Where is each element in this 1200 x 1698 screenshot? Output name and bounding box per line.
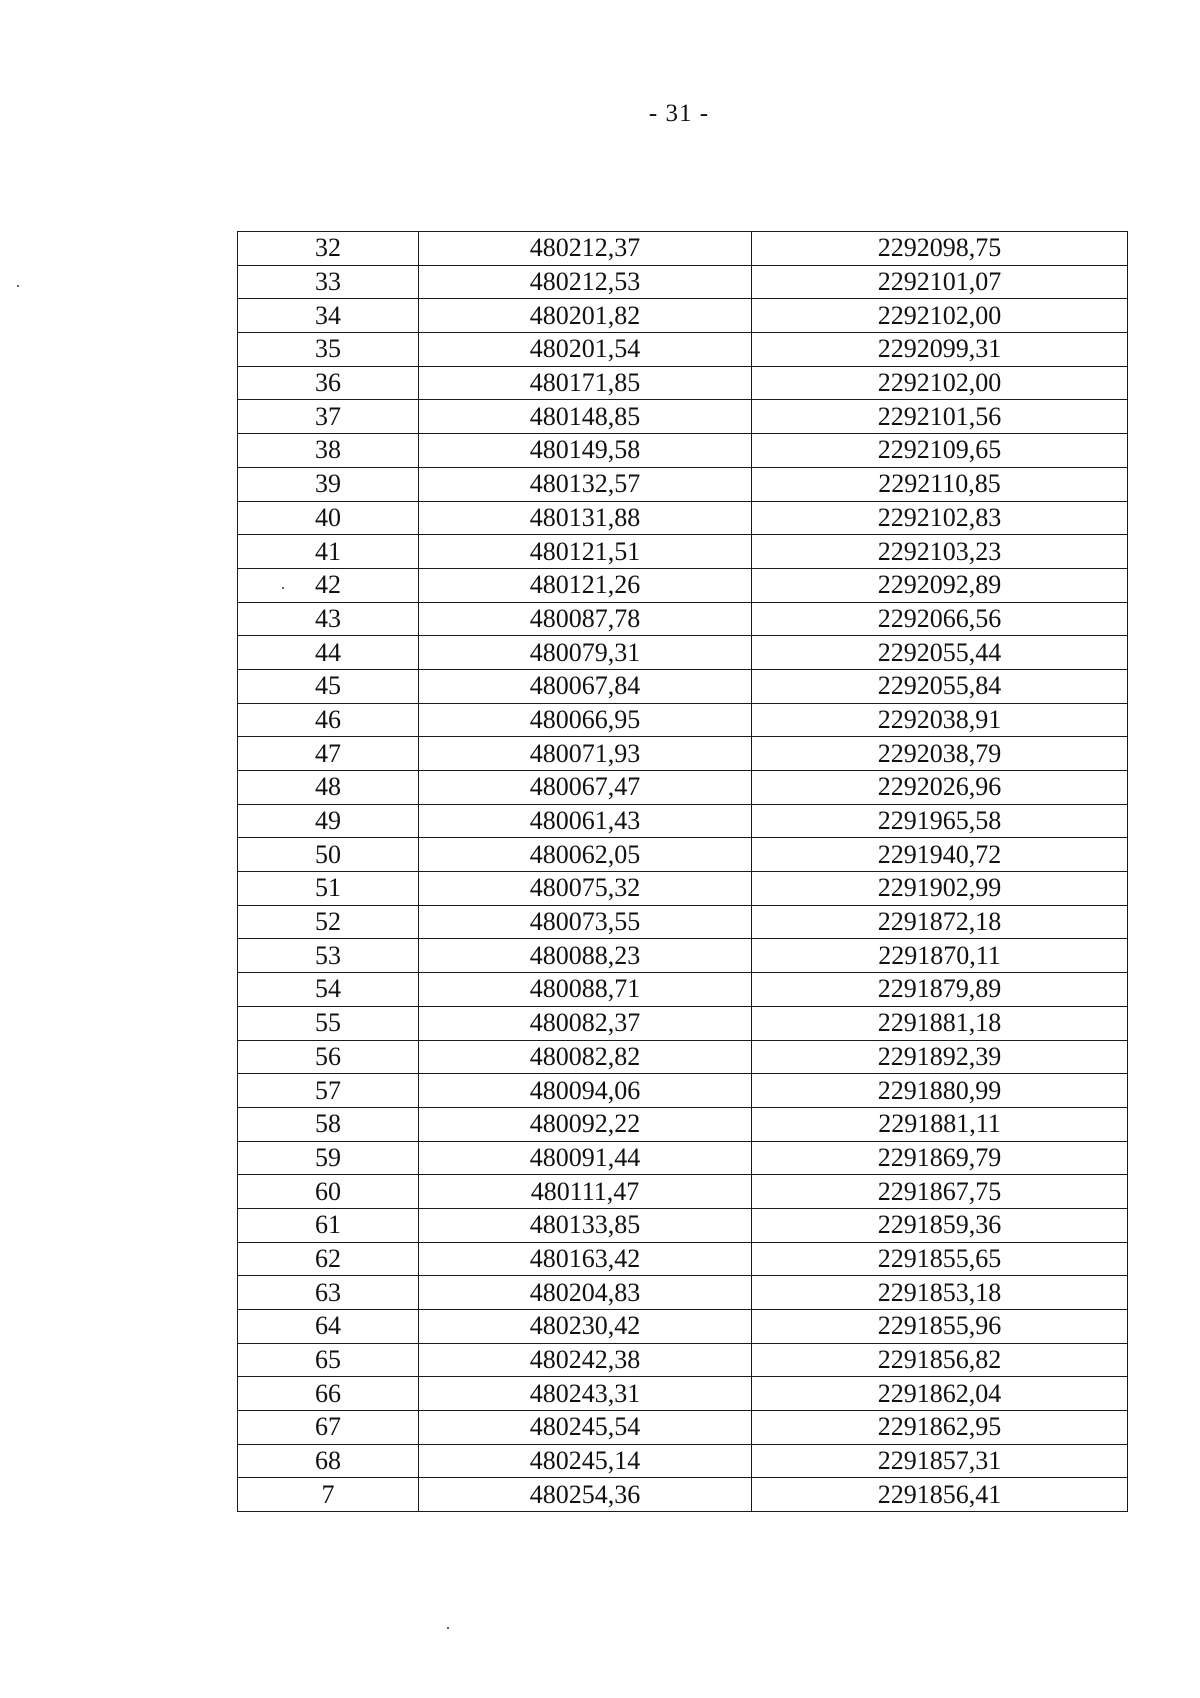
coordinates-table <box>237 231 1128 1512</box>
y-coordinate-cell: 2292092,89 <box>752 568 1128 602</box>
point-number-cell: 65 <box>238 1343 419 1377</box>
x-coordinate-cell: 480094,06 <box>419 1074 752 1108</box>
point-number-cell: 66 <box>238 1377 419 1411</box>
point-number-cell: 42 <box>238 568 419 602</box>
x-coordinate-cell: 480111,47 <box>419 1175 752 1209</box>
table-row <box>238 1107 1128 1141</box>
y-coordinate-cell: 2292102,83 <box>752 501 1128 535</box>
table-row <box>238 467 1128 501</box>
x-coordinate-cell: 480091,44 <box>419 1141 752 1175</box>
y-coordinate-cell: 2291965,58 <box>752 804 1128 838</box>
y-coordinate-cell: 2292110,85 <box>752 467 1128 501</box>
y-coordinate-cell: 2292038,79 <box>752 737 1128 771</box>
table-row <box>238 434 1128 468</box>
x-coordinate-cell: 480201,54 <box>419 333 752 367</box>
table-row <box>238 737 1128 771</box>
point-number-cell: 50 <box>238 838 419 872</box>
y-coordinate-cell: 2291855,65 <box>752 1242 1128 1276</box>
scan-speck <box>17 285 19 287</box>
table-row <box>238 366 1128 400</box>
table-row <box>238 905 1128 939</box>
y-coordinate-cell: 2292038,91 <box>752 703 1128 737</box>
table-row <box>238 872 1128 906</box>
table-row <box>238 333 1128 367</box>
point-number-cell: 34 <box>238 299 419 333</box>
y-coordinate-cell: 2291855,96 <box>752 1310 1128 1344</box>
table-row <box>238 1141 1128 1175</box>
y-coordinate-cell: 2292101,07 <box>752 265 1128 299</box>
point-number-cell: 63 <box>238 1276 419 1310</box>
point-number-cell: 7 <box>238 1478 419 1512</box>
table-row <box>238 1343 1128 1377</box>
table-row <box>238 1208 1128 1242</box>
point-number-cell: 54 <box>238 973 419 1007</box>
point-number-cell: 64 <box>238 1310 419 1344</box>
point-number-cell: 37 <box>238 400 419 434</box>
y-coordinate-cell: 2292099,31 <box>752 333 1128 367</box>
x-coordinate-cell: 480088,71 <box>419 973 752 1007</box>
point-number-cell: 55 <box>238 1006 419 1040</box>
x-coordinate-cell: 480201,82 <box>419 299 752 333</box>
table-row <box>238 1310 1128 1344</box>
x-coordinate-cell: 480073,55 <box>419 905 752 939</box>
y-coordinate-cell: 2292055,44 <box>752 636 1128 670</box>
y-coordinate-cell: 2291940,72 <box>752 838 1128 872</box>
table-row <box>238 400 1128 434</box>
x-coordinate-cell: 480242,38 <box>419 1343 752 1377</box>
table-row <box>238 838 1128 872</box>
y-coordinate-cell: 2291880,99 <box>752 1074 1128 1108</box>
y-coordinate-cell: 2291857,31 <box>752 1444 1128 1478</box>
x-coordinate-cell: 480121,51 <box>419 535 752 569</box>
x-coordinate-cell: 480204,83 <box>419 1276 752 1310</box>
table-row <box>238 804 1128 838</box>
table-row <box>238 232 1128 266</box>
table-row <box>238 703 1128 737</box>
point-number-cell: 32 <box>238 232 419 266</box>
point-number-cell: 49 <box>238 804 419 838</box>
scan-speck <box>447 1627 449 1629</box>
point-number-cell: 59 <box>238 1141 419 1175</box>
y-coordinate-cell: 2292103,23 <box>752 535 1128 569</box>
y-coordinate-cell: 2292102,00 <box>752 299 1128 333</box>
point-number-cell: 68 <box>238 1444 419 1478</box>
x-coordinate-cell: 480133,85 <box>419 1208 752 1242</box>
point-number-cell: 56 <box>238 1040 419 1074</box>
point-number-cell: 41 <box>238 535 419 569</box>
y-coordinate-cell: 2291867,75 <box>752 1175 1128 1209</box>
y-coordinate-cell: 2291859,36 <box>752 1208 1128 1242</box>
x-coordinate-cell: 480131,88 <box>419 501 752 535</box>
x-coordinate-cell: 480212,37 <box>419 232 752 266</box>
table-row <box>238 568 1128 602</box>
y-coordinate-cell: 2291862,95 <box>752 1411 1128 1445</box>
point-number-cell: 53 <box>238 939 419 973</box>
y-coordinate-cell: 2291862,04 <box>752 1377 1128 1411</box>
x-coordinate-cell: 480148,85 <box>419 400 752 434</box>
x-coordinate-cell: 480075,32 <box>419 872 752 906</box>
x-coordinate-cell: 480243,31 <box>419 1377 752 1411</box>
y-coordinate-cell: 2292101,56 <box>752 400 1128 434</box>
y-coordinate-cell: 2291869,79 <box>752 1141 1128 1175</box>
table-row <box>238 602 1128 636</box>
x-coordinate-cell: 480163,42 <box>419 1242 752 1276</box>
x-coordinate-cell: 480066,95 <box>419 703 752 737</box>
y-coordinate-cell: 2291872,18 <box>752 905 1128 939</box>
point-number-cell: 38 <box>238 434 419 468</box>
page-number: - 31 - <box>648 100 710 127</box>
y-coordinate-cell: 2291870,11 <box>752 939 1128 973</box>
point-number-cell: 45 <box>238 669 419 703</box>
x-coordinate-cell: 480067,84 <box>419 669 752 703</box>
table-row <box>238 1377 1128 1411</box>
x-coordinate-cell: 480088,23 <box>419 939 752 973</box>
x-coordinate-cell: 480132,57 <box>419 467 752 501</box>
y-coordinate-cell: 2292098,75 <box>752 232 1128 266</box>
point-number-cell: 35 <box>238 333 419 367</box>
y-coordinate-cell: 2291879,89 <box>752 973 1128 1007</box>
x-coordinate-cell: 480092,22 <box>419 1107 752 1141</box>
table-row <box>238 1411 1128 1445</box>
x-coordinate-cell: 480212,53 <box>419 265 752 299</box>
table-row <box>238 939 1128 973</box>
table-row <box>238 1006 1128 1040</box>
table-row <box>238 1478 1128 1512</box>
point-number-cell: 44 <box>238 636 419 670</box>
y-coordinate-cell: 2291881,11 <box>752 1107 1128 1141</box>
x-coordinate-cell: 480121,26 <box>419 568 752 602</box>
x-coordinate-cell: 480245,14 <box>419 1444 752 1478</box>
point-number-cell: 47 <box>238 737 419 771</box>
scan-speck <box>282 587 284 589</box>
table-row <box>238 1276 1128 1310</box>
coordinates-table-body <box>238 232 1128 1512</box>
x-coordinate-cell: 480082,82 <box>419 1040 752 1074</box>
point-number-cell: 48 <box>238 771 419 805</box>
point-number-cell: 67 <box>238 1411 419 1445</box>
y-coordinate-cell: 2291853,18 <box>752 1276 1128 1310</box>
point-number-cell: 43 <box>238 602 419 636</box>
x-coordinate-cell: 480079,31 <box>419 636 752 670</box>
x-coordinate-cell: 480245,54 <box>419 1411 752 1445</box>
x-coordinate-cell: 480082,37 <box>419 1006 752 1040</box>
x-coordinate-cell: 480087,78 <box>419 602 752 636</box>
y-coordinate-cell: 2292026,96 <box>752 771 1128 805</box>
point-number-cell: 61 <box>238 1208 419 1242</box>
y-coordinate-cell: 2291881,18 <box>752 1006 1128 1040</box>
y-coordinate-cell: 2292055,84 <box>752 669 1128 703</box>
point-number-cell: 52 <box>238 905 419 939</box>
x-coordinate-cell: 480071,93 <box>419 737 752 771</box>
point-number-cell: 33 <box>238 265 419 299</box>
x-coordinate-cell: 480254,36 <box>419 1478 752 1512</box>
x-coordinate-cell: 480230,42 <box>419 1310 752 1344</box>
table-row <box>238 1175 1128 1209</box>
y-coordinate-cell: 2292109,65 <box>752 434 1128 468</box>
table-row <box>238 973 1128 1007</box>
table-row <box>238 265 1128 299</box>
table-row <box>238 535 1128 569</box>
y-coordinate-cell: 2292102,00 <box>752 366 1128 400</box>
y-coordinate-cell: 2291856,41 <box>752 1478 1128 1512</box>
table-row <box>238 771 1128 805</box>
table-row <box>238 669 1128 703</box>
point-number-cell: 40 <box>238 501 419 535</box>
x-coordinate-cell: 480149,58 <box>419 434 752 468</box>
table-row <box>238 1074 1128 1108</box>
y-coordinate-cell: 2292066,56 <box>752 602 1128 636</box>
point-number-cell: 57 <box>238 1074 419 1108</box>
x-coordinate-cell: 480061,43 <box>419 804 752 838</box>
table-row <box>238 299 1128 333</box>
point-number-cell: 62 <box>238 1242 419 1276</box>
y-coordinate-cell: 2291856,82 <box>752 1343 1128 1377</box>
x-coordinate-cell: 480067,47 <box>419 771 752 805</box>
point-number-cell: 46 <box>238 703 419 737</box>
x-coordinate-cell: 480062,05 <box>419 838 752 872</box>
table-row <box>238 501 1128 535</box>
table-row <box>238 636 1128 670</box>
point-number-cell: 60 <box>238 1175 419 1209</box>
table-row <box>238 1242 1128 1276</box>
x-coordinate-cell: 480171,85 <box>419 366 752 400</box>
point-number-cell: 39 <box>238 467 419 501</box>
point-number-cell: 36 <box>238 366 419 400</box>
table-row <box>238 1444 1128 1478</box>
y-coordinate-cell: 2291892,39 <box>752 1040 1128 1074</box>
y-coordinate-cell: 2291902,99 <box>752 872 1128 906</box>
point-number-cell: 58 <box>238 1107 419 1141</box>
point-number-cell: 51 <box>238 872 419 906</box>
table-row <box>238 1040 1128 1074</box>
